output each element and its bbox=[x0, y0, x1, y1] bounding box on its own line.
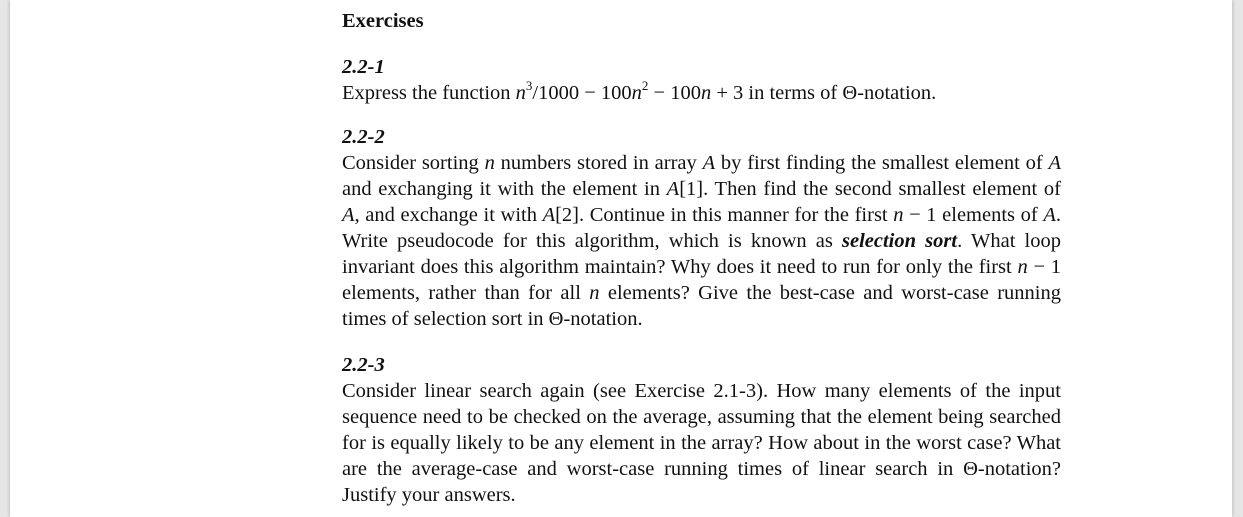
exercise-2-2-3 bbox=[342, 352, 1061, 508]
exercise-text: Express the function $n^3/1000 - 100n^2 - 100n + 3$ in terms of Θ-notation. bbox=[342, 78, 937, 104]
exercise-number: 2.2-1 bbox=[342, 56, 385, 78]
section-heading: Exercises bbox=[342, 10, 424, 32]
exercise-number: 2.2-3 bbox=[342, 354, 385, 376]
exercise-2-2-1 bbox=[342, 54, 1061, 106]
exercise-text: Consider sorting n numbers stored in array A by first finding the smallest element of A and exchanging it with the element in A[1]. Then find the second smallest element of A, and exchange it with A[2]. Continue in this manner for the first n − 1 elements of A. Write pseudocode for this algorithm, which is known as selection sort. What loop invariant does this algorithm maintain? Why does it need to run for only the first n − 1 elements, rather than for all n elements? Give the best-case and worst-case running times of selection sort in Θ-notation. bbox=[342, 152, 1062, 330]
document-page bbox=[10, 0, 1232, 517]
exercise-2-2-2 bbox=[342, 124, 1061, 332]
exercise-text: Consider linear search again (see Exercise 2.1-3). How many elements of the input sequence need to be checked on the average, assuming that the element being searched for is equally likely to be any element in the array? How about in the worst case? What are the average-case and worst-case running times of linear search in Θ-notation? Justify your answers. bbox=[342, 380, 1061, 506]
selection-sort-term: selection sort bbox=[842, 230, 958, 252]
exercise-number: 2.2-2 bbox=[342, 126, 385, 148]
